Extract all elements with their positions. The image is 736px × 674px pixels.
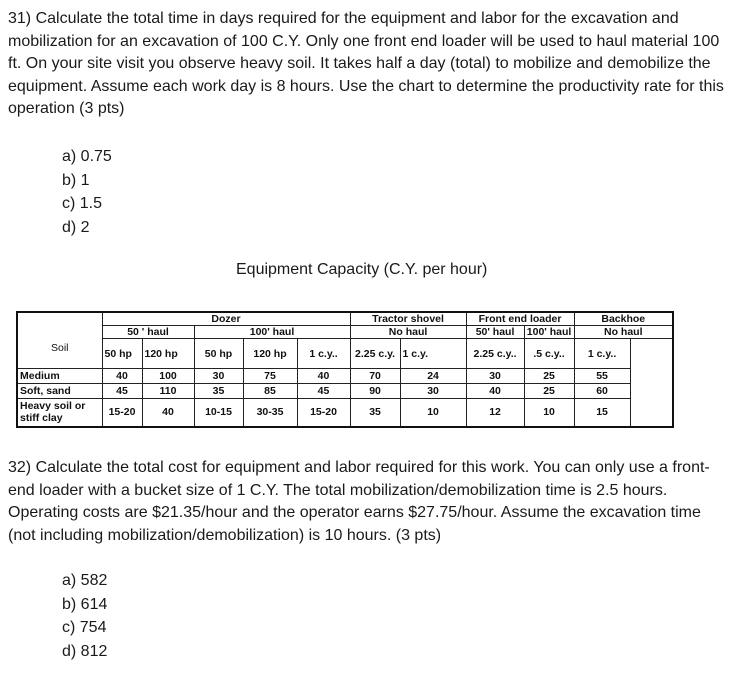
question-31-options <box>62 145 112 239</box>
col-header-7: 1 c.y. <box>400 339 466 369</box>
q31-option-b[interactable]: b) 1 <box>62 171 90 189</box>
value-cell: 30 <box>466 369 524 384</box>
value-cell: 15-20 <box>297 398 350 427</box>
value-cell: 60 <box>574 383 630 398</box>
value-cell: 70 <box>350 369 400 384</box>
q32-option-c[interactable]: c) 754 <box>62 619 107 636</box>
value-cell: 75 <box>243 369 297 384</box>
value-cell: 55 <box>574 369 630 384</box>
value-cell: 15-20 <box>102 398 142 427</box>
col-header-1: 50 hp <box>102 339 142 369</box>
value-cell: 100 <box>142 369 194 384</box>
col-header-4: 120 hp <box>243 339 297 369</box>
value-cell: 35 <box>350 398 400 427</box>
q31-option-c[interactable]: c) 1.5 <box>62 195 103 212</box>
dozer-header: Dozer <box>102 312 350 326</box>
value-cell: 45 <box>297 383 350 398</box>
value-cell: 10 <box>524 398 574 427</box>
col-header-10: 1 c.y.. <box>574 339 630 369</box>
value-cell: 45 <box>102 383 142 398</box>
q31-option-d[interactable]: d) 2 <box>62 218 90 236</box>
q32-option-d[interactable]: d) 812 <box>62 642 108 660</box>
question-32-options <box>62 569 107 663</box>
soil-medium: Medium <box>17 369 102 384</box>
col-header-2: 120 hp <box>142 339 194 369</box>
value-cell: 40 <box>102 369 142 384</box>
question-32-text: 32) Calculate the total cost for equipment and labor required for this work. You can only use a front-end loader with a bucket size of 1 C.Y. The total mobilization/demobilization time is 2.5 hours. Operating costs are $21.35/hour and the operator earns $27.75/hour. Assume the excavation time (not including mobilization/demobilization) is 10 hours. (3 pts) <box>8 459 710 544</box>
q31-option-a[interactable]: a) 0.75 <box>62 148 112 165</box>
value-cell: 85 <box>243 383 297 398</box>
value-cell: 25 <box>524 369 574 384</box>
backhoe-no-haul: No haul <box>574 326 673 339</box>
value-cell: 30 <box>400 383 466 398</box>
dozer-50-haul: 50 ' haul <box>102 326 194 339</box>
value-cell: 30 <box>194 369 243 384</box>
q32-option-b[interactable]: b) 614 <box>62 595 108 613</box>
value-cell: 10-15 <box>194 398 243 427</box>
table-caption: Equipment Capacity (C.Y. per hour) <box>236 261 488 278</box>
value-cell: 35 <box>194 383 243 398</box>
front-50-haul: 50' haul <box>466 326 524 339</box>
tractor-shovel-header: Tractor shovel <box>350 312 466 326</box>
equipment-capacity-table <box>16 311 674 428</box>
col-header-3: 50 hp <box>194 339 243 369</box>
value-cell: 12 <box>466 398 524 427</box>
value-cell: 30-35 <box>243 398 297 427</box>
tractor-no-haul: No haul <box>350 326 466 339</box>
col-header-5: 1 c.y.. <box>297 339 350 369</box>
col-header-6: 2.25 c.y. <box>350 339 400 369</box>
value-cell: 40 <box>142 398 194 427</box>
backhoe-header: Backhoe <box>574 312 673 326</box>
front-100-haul: 100' haul <box>524 326 574 339</box>
soil-header: Soil <box>50 341 69 354</box>
value-cell: 40 <box>466 383 524 398</box>
soil-header-cell <box>17 312 102 369</box>
value-cell: 10 <box>400 398 466 427</box>
col-header-9: .5 c.y.. <box>524 339 574 369</box>
soil-soft-sand: Soft, sand <box>17 383 102 398</box>
q32-option-a[interactable]: a) 582 <box>62 572 108 589</box>
dozer-100-haul: 100' haul <box>194 326 350 339</box>
value-cell: 90 <box>350 383 400 398</box>
value-cell: 15 <box>574 398 630 427</box>
value-cell: 110 <box>142 383 194 398</box>
soil-heavy-clay: Heavy soil or stiff clay <box>17 398 102 427</box>
question-31-text: 31) Calculate the total time in days required for the equipment and labor for the excavation and mobilization for an excavation of 100 C.Y. Only one front end loader will be used to haul material 100 ft. On your site visit you observe heavy soil. It takes half a day (total) to mobilize and demobilize the equipment. Assume each work day is 8 hours. Use the chart to determine the productivity rate for this operation (3 pts) <box>8 10 724 117</box>
value-cell: 24 <box>400 369 466 384</box>
value-cell: 25 <box>524 383 574 398</box>
col-header-8: 2.25 c.y.. <box>466 339 524 369</box>
value-cell: 40 <box>297 369 350 384</box>
front-end-loader-header: Front end loader <box>466 312 574 326</box>
